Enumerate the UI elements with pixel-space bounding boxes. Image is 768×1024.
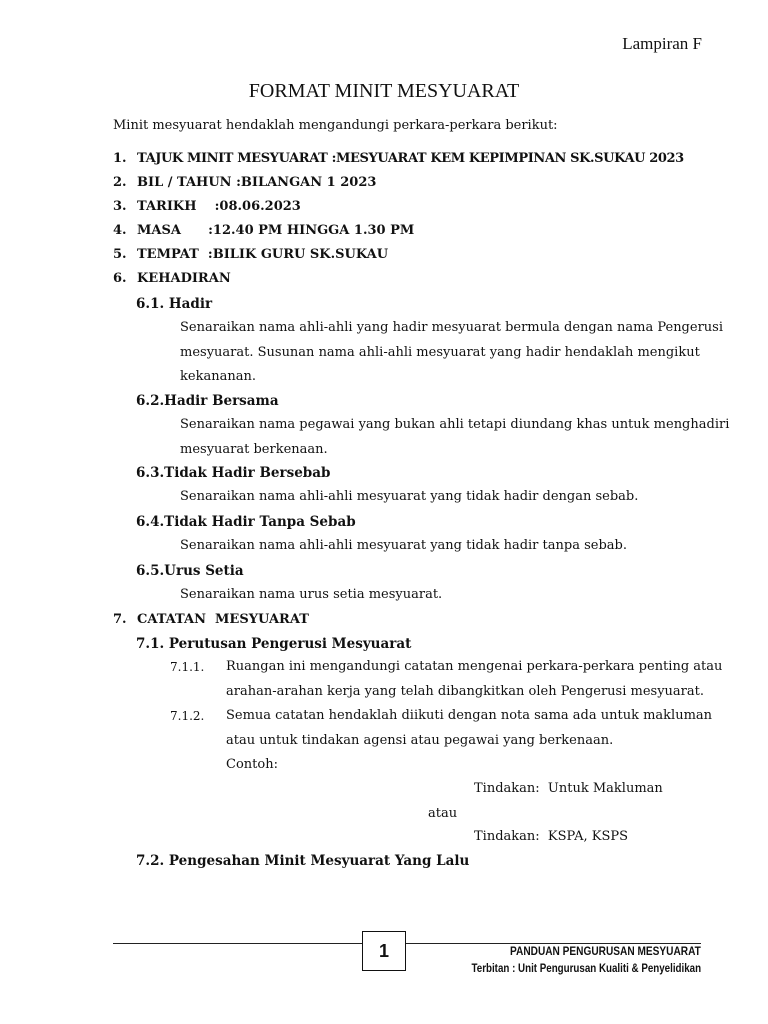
subheading-tidak-hadir-tanpa-sebab: 6.4.Tidak Hadir Tanpa Sebab (136, 514, 356, 530)
paragraph-tidak-hadir-bersebab (180, 485, 638, 510)
subheading-hadir: 6.1. Hadir (136, 296, 213, 312)
paragraph-line: arahan-arahan kerja yang telah dibangkitkan oleh Pengerusi mesyuarat. (226, 683, 704, 699)
paragraph-line: Senaraikan nama urus setia mesyuarat. (180, 587, 443, 602)
item-number: 1. (113, 151, 127, 166)
paragraph-line: Senaraikan nama ahli-ahli mesyuarat yang tidak hadir tanpa sebab. (180, 538, 627, 553)
subheading-perutusan-pengerusi: 7.1. Perutusan Pengerusi Mesyuarat (136, 636, 412, 652)
paragraph-perutusan-2 (226, 704, 712, 778)
page-number: 1 (362, 931, 406, 971)
subsection-number: 7.1.1. (170, 660, 205, 674)
paragraph-hadir (180, 316, 723, 390)
footer-title: PANDUAN PENGURUSAN MESYUARAT (510, 946, 701, 958)
example-tindakan-makluman: Tindakan: Untuk Makluman (474, 781, 663, 796)
item-text: KEHADIRAN (137, 271, 231, 286)
paragraph-hadir-bersama (180, 413, 729, 462)
subheading-urus-setia: 6.5.Urus Setia (136, 563, 244, 579)
subheading-hadir-bersama: 6.2.Hadir Bersama (136, 393, 279, 409)
item-number: 7. (113, 612, 127, 627)
paragraph-line: mesyuarat berkenaan. (180, 441, 328, 457)
paragraph-line: Semua catatan hendaklah diikuti dengan nota sama ada untuk makluman (226, 708, 713, 723)
subheading-pengesahan-minit: 7.2. Pengesahan Minit Mesyuarat Yang Lalu (136, 853, 470, 869)
item-text: TEMPAT :BILIK GURU SK.SUKAU (137, 247, 389, 262)
item-text: BIL / TAHUN :BILANGAN 1 2023 (137, 175, 377, 190)
item-text: TARIKH :08.06.2023 (137, 199, 301, 214)
paragraph-line: Contoh: (226, 757, 278, 772)
subheading-tidak-hadir-bersebab: 6.3.Tidak Hadir Bersebab (136, 465, 331, 481)
example-tindakan-kspa: Tindakan: KSPA, KSPS (474, 829, 629, 844)
item-number: 2. (113, 175, 127, 190)
item-number: 5. (113, 247, 127, 262)
item-text: TAJUK MINIT MESYUARAT :MESYUARAT KEM KEPIMPINAN SK.SUKAU 2023 (137, 151, 684, 166)
paragraph-tidak-hadir-tanpa-sebab (180, 534, 627, 559)
subsection-number: 7.1.2. (170, 709, 205, 723)
item-text: CATATAN MESYUARAT (137, 612, 309, 627)
paragraph-line: kekananan. (180, 369, 256, 384)
page-title: FORMAT MINIT MESYUARAT (248, 80, 520, 102)
item-number: 4. (113, 223, 127, 238)
paragraph-perutusan-1 (226, 655, 722, 704)
attachment-label: Lampiran F (622, 34, 702, 53)
paragraph-line: mesyuarat. Susunan nama ahli-ahli mesyuarat yang hadir hendaklah mengikut (180, 344, 700, 360)
paragraph-line: Senaraikan nama ahli-ahli mesyuarat yang tidak hadir dengan sebab. (180, 489, 639, 504)
item-text: MASA :12.40 PM HINGGA 1.30 PM (137, 223, 415, 238)
intro-text: Minit mesyuarat hendaklah mengandungi perkara-perkara berikut: (113, 118, 558, 133)
paragraph-line: Ruangan ini mengandungi catatan mengenai perkara-perkara penting atau (226, 659, 723, 674)
paragraph-urus-setia (180, 583, 442, 608)
paragraph-line: Senaraikan nama pegawai yang bukan ahli tetapi diundang khas untuk menghadiri (180, 417, 730, 432)
footer-divider (113, 943, 701, 944)
item-number: 6. (113, 271, 127, 286)
footer-subtitle: Terbitan : Unit Pengurusan Kualiti & Penyelidikan (471, 963, 701, 975)
example-or: atau (428, 806, 458, 821)
paragraph-line: Senaraikan nama ahli-ahli yang hadir mesyuarat bermula dengan nama Pengerusi (180, 320, 723, 335)
paragraph-line: atau untuk tindakan agensi atau pegawai yang berkenaan. (226, 732, 614, 748)
item-number: 3. (113, 199, 127, 214)
